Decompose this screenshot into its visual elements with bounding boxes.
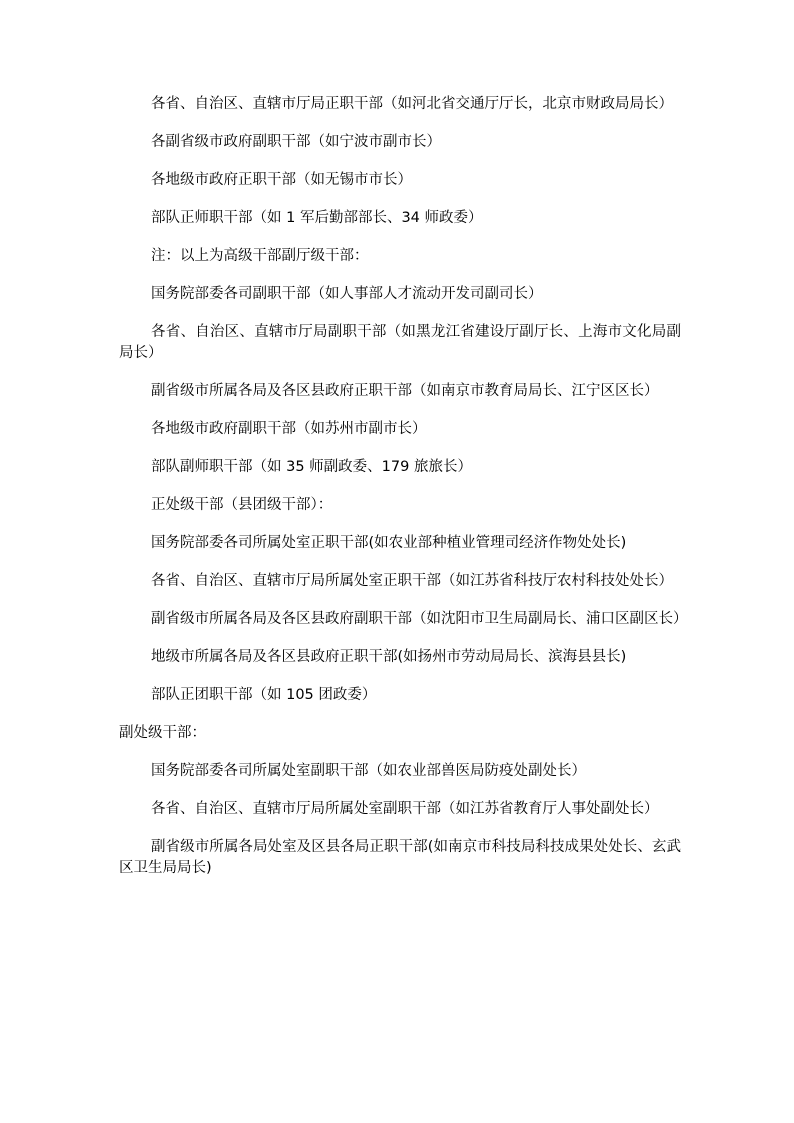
paragraph: 部队正师职干部（如 1 军后勤部部长、34 师政委） bbox=[151, 210, 483, 226]
paragraph: 正处级干部（县团级干部）： bbox=[151, 497, 333, 513]
paragraph: 地级市所属各局及各区县政府正职干部(如扬州市劳动局局长、滨海县县长) bbox=[151, 649, 627, 665]
paragraph: 各省、自治区、直辖市厅局正职干部（如河北省交通厅厅长，北京市财政局局长） bbox=[151, 96, 673, 112]
paragraph: 部队副师职干部（如 35 师副政委、179 旅旅长） bbox=[151, 459, 472, 475]
paragraph: 各省、自治区、直辖市厅局副职干部（如黑龙江省建设厅副厅长、上海市文化局副局长） bbox=[119, 324, 681, 361]
paragraph: 副省级市所属各局及各区县政府正职干部（如南京市教育局局长、江宁区区长） bbox=[151, 383, 659, 399]
paragraph: 各地级市政府正职干部（如无锡市市长） bbox=[151, 172, 412, 188]
paragraph: 部队正团职干部（如 105 团政委） bbox=[151, 687, 377, 703]
document-page bbox=[119, 94, 688, 896]
paragraph: 注：以上为高级干部副厅级干部： bbox=[151, 248, 369, 264]
paragraph: 各省、自治区、直辖市厅局所属处室正职干部（如江苏省科技厅农村科技处处长） bbox=[151, 573, 673, 589]
paragraph: 各地级市政府副职干部（如苏州市副市长） bbox=[151, 421, 427, 437]
paragraph: 国务院部委各司所属处室副职干部（如农业部兽医局防疫处副处长） bbox=[151, 763, 586, 779]
paragraph: 副省级市所属各局处室及区县各局正职干部(如南京市科技局科技成果处处长、玄武区卫生局局长) bbox=[119, 839, 681, 876]
paragraph: 各省、自治区、直辖市厅局所属处室副职干部（如江苏省教育厅人事处副处长） bbox=[151, 801, 659, 817]
paragraph: 副省级市所属各局及各区县政府副职干部（如沈阳市卫生局副局长、浦口区副区长） bbox=[151, 611, 688, 627]
paragraph: 国务院部委各司所属处室正职干部(如农业部种植业管理司经济作物处处长) bbox=[151, 535, 627, 551]
paragraph: 各副省级市政府副职干部（如宁波市副市长） bbox=[151, 134, 441, 150]
section-heading: 副处级干部： bbox=[119, 725, 206, 741]
paragraph: 国务院部委各司副职干部（如人事部人才流动开发司副司长） bbox=[151, 286, 543, 302]
